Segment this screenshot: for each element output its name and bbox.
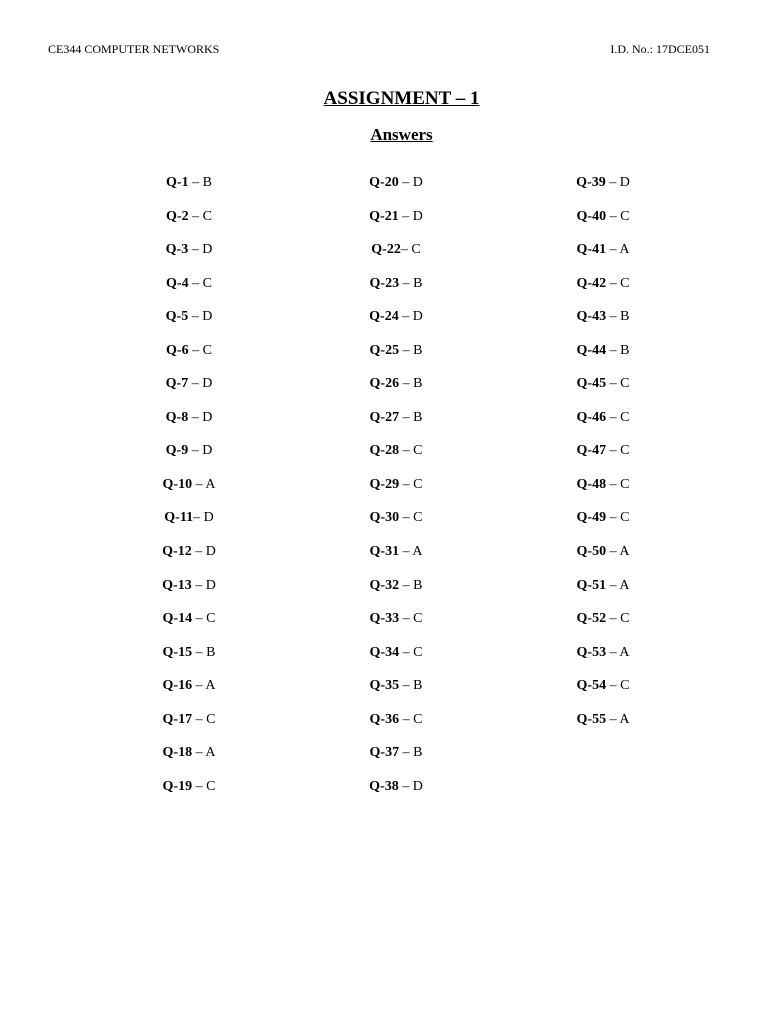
answer-letter: B: [206, 644, 216, 660]
answer-separator: –: [606, 409, 621, 425]
answer-letter: A: [619, 544, 630, 560]
question-number: Q-35: [369, 678, 400, 694]
answer-separator: –: [606, 611, 621, 627]
question-number: Q-40: [576, 208, 607, 224]
answer-item: [336, 711, 456, 745]
answer-item: [543, 342, 663, 376]
answer-separator: –: [192, 678, 206, 694]
answer-item: [129, 778, 249, 812]
answer-item: [543, 476, 663, 510]
answer-separator: –: [188, 242, 203, 258]
answer-letter: A: [619, 577, 630, 593]
question-number: Q-31: [369, 544, 400, 560]
answer-separator: –: [399, 476, 414, 492]
answer-separator: –: [399, 678, 414, 694]
answer-separator: –: [192, 644, 207, 660]
question-number: Q-29: [369, 476, 400, 492]
answer-letter: B: [620, 309, 630, 325]
answer-letter: B: [413, 342, 423, 358]
question-number: Q-37: [369, 745, 400, 761]
answer-letter: B: [202, 175, 212, 190]
question-number: Q-13: [162, 577, 192, 593]
answer-item: [129, 509, 249, 543]
answer-separator: –: [191, 544, 206, 560]
question-number: Q-11: [164, 510, 194, 526]
answer-column-1: [129, 174, 249, 811]
answer-letter: A: [619, 711, 630, 727]
answer-separator: –: [399, 275, 414, 291]
answer-item: [129, 677, 249, 711]
answer-separator: –: [188, 309, 203, 325]
question-number: Q-30: [369, 510, 400, 526]
answer-letter: D: [205, 577, 216, 593]
answer-item: [543, 308, 663, 342]
student-id: I.D. No.: 17DCE051: [610, 42, 710, 56]
answer-item: [336, 644, 456, 678]
question-number: Q-28: [369, 443, 400, 459]
answer-separator: –: [400, 242, 412, 258]
answer-separator: –: [606, 476, 621, 492]
answer-item: [129, 644, 249, 678]
answer-letter: C: [620, 476, 630, 492]
answer-letter: D: [412, 778, 423, 794]
question-number: Q-54: [576, 678, 607, 694]
answer-item: [336, 610, 456, 644]
answer-item: [336, 409, 456, 443]
answer-separator: –: [193, 510, 204, 526]
answer-separator: –: [191, 577, 206, 593]
question-number: Q-51: [576, 577, 607, 593]
answer-item: [129, 208, 249, 242]
answer-letter: A: [205, 678, 216, 694]
answer-item: [543, 577, 663, 611]
question-number: Q-8: [165, 409, 189, 425]
question-number: Q-52: [576, 611, 607, 627]
answer-letter: C: [413, 476, 423, 492]
question-number: Q-9: [165, 443, 189, 459]
answer-item: [129, 174, 249, 208]
answer-letter: D: [202, 242, 213, 258]
answer-separator: –: [606, 242, 620, 258]
answer-separator: –: [606, 443, 621, 459]
answer-letter: D: [203, 510, 214, 526]
page-subtitle: Answers: [370, 125, 433, 144]
question-number: Q-34: [369, 644, 400, 660]
answer-letter: D: [202, 409, 213, 425]
answer-letter: A: [619, 242, 630, 258]
answer-letter: C: [202, 275, 212, 291]
answer-letter: D: [412, 208, 423, 224]
answer-separator: –: [399, 342, 414, 358]
question-number: Q-23: [369, 275, 400, 291]
answer-item: [543, 442, 663, 476]
answer-separator: –: [606, 342, 621, 358]
answer-letter: A: [205, 745, 216, 761]
answer-letter: B: [413, 376, 423, 392]
answer-item: [129, 442, 249, 476]
answer-item: [543, 644, 663, 678]
question-number: Q-33: [369, 611, 400, 627]
answer-item: [336, 509, 456, 543]
answer-letter: C: [413, 711, 423, 727]
question-number: Q-19: [162, 778, 193, 794]
answer-item: [543, 208, 663, 242]
answer-letter: A: [412, 544, 423, 560]
question-number: Q-39: [576, 175, 606, 190]
answer-separator: –: [606, 275, 621, 291]
answer-item: [129, 375, 249, 409]
question-number: Q-42: [576, 275, 607, 291]
question-number: Q-32: [369, 577, 400, 593]
answer-letter: B: [413, 678, 423, 694]
question-number: Q-22: [371, 242, 401, 258]
question-number: Q-36: [369, 711, 400, 727]
answer-item: [336, 677, 456, 711]
answer-separator: –: [606, 644, 620, 660]
answer-separator: –: [606, 510, 621, 526]
question-number: Q-43: [576, 309, 607, 325]
answer-letter: C: [411, 242, 421, 258]
answer-letter: C: [620, 510, 630, 526]
question-number: Q-38: [369, 778, 399, 794]
question-number: Q-53: [576, 644, 607, 660]
answer-separator: –: [188, 342, 203, 358]
answer-separator: –: [188, 376, 203, 392]
answer-item: [543, 241, 663, 275]
answer-item: [336, 375, 456, 409]
answer-item: [129, 275, 249, 309]
question-number: Q-47: [576, 443, 607, 459]
question-number: Q-10: [162, 476, 193, 492]
answer-separator: –: [188, 175, 203, 190]
answer-letter: C: [202, 208, 212, 224]
answer-letter: D: [202, 376, 213, 392]
answer-item: [336, 778, 456, 812]
answer-item: [129, 476, 249, 510]
answer-separator: –: [192, 611, 207, 627]
answer-separator: –: [399, 711, 414, 727]
answer-separator: –: [606, 711, 620, 727]
answer-separator: –: [399, 443, 414, 459]
answer-separator: –: [188, 208, 203, 224]
answer-separator: –: [398, 175, 413, 190]
answer-letter: C: [620, 275, 630, 291]
question-number: Q-4: [166, 275, 189, 291]
answer-separator: –: [192, 778, 207, 794]
answer-item: [543, 711, 663, 745]
answer-separator: –: [188, 275, 203, 291]
answer-separator: –: [606, 678, 621, 694]
answer-separator: –: [192, 476, 206, 492]
answer-letter: A: [619, 644, 630, 660]
answer-separator: –: [606, 309, 621, 325]
answer-letter: D: [205, 544, 216, 560]
answer-letter: D: [412, 309, 423, 325]
answer-item: [129, 711, 249, 745]
answer-item: [543, 543, 663, 577]
question-number: Q-15: [162, 644, 193, 660]
answer-separator: –: [606, 208, 621, 224]
question-number: Q-26: [369, 376, 400, 392]
answer-column-3: [543, 174, 663, 744]
answer-separator: –: [399, 745, 414, 761]
answer-separator: –: [605, 175, 620, 190]
question-number: Q-48: [576, 476, 607, 492]
answer-separator: –: [399, 611, 414, 627]
question-number: Q-6: [166, 342, 189, 358]
question-number: Q-16: [162, 678, 193, 694]
answer-item: [336, 275, 456, 309]
answer-separator: –: [398, 309, 413, 325]
question-number: Q-50: [576, 544, 607, 560]
answer-letter: C: [206, 611, 216, 627]
answer-item: [336, 342, 456, 376]
answer-letter: C: [620, 208, 630, 224]
question-number: Q-20: [369, 175, 399, 190]
question-number: Q-25: [369, 342, 400, 358]
question-number: Q-2: [166, 208, 189, 224]
question-number: Q-45: [576, 376, 607, 392]
question-number: Q-17: [162, 711, 193, 727]
answer-item: [336, 308, 456, 342]
answer-separator: –: [188, 409, 203, 425]
page-title: ASSIGNMENT – 1: [323, 88, 480, 109]
answer-separator: –: [192, 745, 206, 761]
answer-item: [336, 543, 456, 577]
answer-letter: D: [619, 175, 630, 190]
answer-letter: C: [413, 644, 423, 660]
answer-item: [543, 275, 663, 309]
answer-column-2: [336, 174, 456, 811]
question-number: Q-18: [162, 745, 193, 761]
answer-letter: C: [413, 443, 423, 459]
answer-letter: B: [620, 342, 630, 358]
answer-separator: –: [606, 577, 620, 593]
answer-letter: C: [202, 342, 212, 358]
answer-letter: D: [202, 443, 213, 459]
answer-letter: C: [413, 510, 423, 526]
question-number: Q-24: [369, 309, 399, 325]
answer-letter: B: [413, 577, 423, 593]
answer-item: [129, 744, 249, 778]
answer-item: [543, 174, 663, 208]
answer-item: [129, 241, 249, 275]
answer-separator: –: [399, 510, 414, 526]
answer-letter: C: [620, 376, 630, 392]
answer-item: [129, 610, 249, 644]
answer-separator: –: [399, 544, 413, 560]
answer-letter: B: [413, 409, 423, 425]
answer-separator: –: [399, 409, 414, 425]
answer-letter: B: [413, 275, 423, 291]
answer-letter: C: [620, 611, 630, 627]
answer-item: [543, 509, 663, 543]
question-number: Q-41: [576, 242, 607, 258]
answer-separator: –: [398, 778, 413, 794]
question-number: Q-49: [576, 510, 607, 526]
answer-letter: D: [412, 175, 423, 190]
question-number: Q-44: [576, 342, 607, 358]
answer-letter: B: [413, 745, 423, 761]
answer-letter: A: [205, 476, 216, 492]
question-number: Q-21: [369, 208, 399, 224]
answer-item: [336, 241, 456, 275]
question-number: Q-46: [576, 409, 607, 425]
answer-separator: –: [192, 711, 207, 727]
answer-separator: –: [606, 544, 620, 560]
answer-item: [129, 543, 249, 577]
answer-separator: –: [188, 443, 203, 459]
answer-letter: C: [620, 443, 630, 459]
answer-item: [336, 476, 456, 510]
answer-separator: –: [399, 376, 414, 392]
answer-item: [543, 610, 663, 644]
question-number: Q-27: [369, 409, 400, 425]
answer-item: [129, 308, 249, 342]
answer-item: [129, 342, 249, 376]
answer-item: [336, 174, 456, 208]
answer-letter: C: [620, 409, 630, 425]
answer-item: [543, 409, 663, 443]
answer-letter: C: [206, 778, 216, 794]
answer-letter: C: [206, 711, 216, 727]
question-number: Q-3: [165, 242, 189, 258]
answer-item: [129, 577, 249, 611]
answer-item: [336, 442, 456, 476]
answer-separator: –: [398, 208, 413, 224]
question-number: Q-5: [165, 309, 189, 325]
answer-item: [129, 409, 249, 443]
question-number: Q-12: [162, 544, 192, 560]
answer-separator: –: [606, 376, 621, 392]
question-number: Q-1: [166, 175, 189, 190]
page-header: [48, 42, 710, 58]
question-number: Q-14: [162, 611, 193, 627]
answer-letter: D: [202, 309, 213, 325]
answer-item: [336, 744, 456, 778]
course-name: CE344 COMPUTER NETWORKS: [48, 42, 220, 56]
answer-item: [543, 375, 663, 409]
answer-separator: –: [399, 644, 414, 660]
question-number: Q-55: [576, 711, 607, 727]
answer-letter: C: [413, 611, 423, 627]
answer-item: [336, 577, 456, 611]
question-number: Q-7: [165, 376, 189, 392]
answer-separator: –: [399, 577, 414, 593]
answer-item: [336, 208, 456, 242]
answer-letter: C: [620, 678, 630, 694]
answer-item: [543, 677, 663, 711]
